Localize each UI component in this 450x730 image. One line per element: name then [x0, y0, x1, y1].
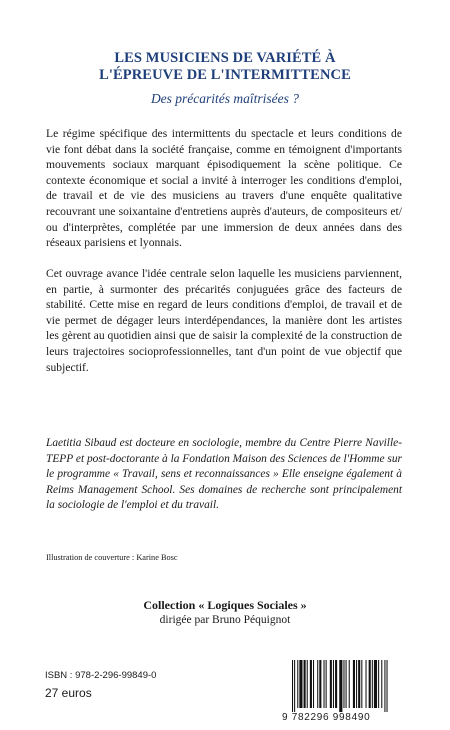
book-title-line-2: L'ÉPREUVE DE L'INTERMITTENCE [99, 67, 351, 83]
summary-paragraph-1: Le régime spécifique des intermittents du spectacle et leurs conditions de vie font débat dans la société française, comme en témoignent d'importants mouvements sociaux marquant épisodiquement la scène politique. Ce contexte économique et social a invité à interroger les conditions d'emploi, de travail et de vie des musiciens au travers d'une enquête qualitative recouvrant une soixantaine d'entretiens auprès d'auteurs, de compositeurs et/ ou d'interprètes, complétée par une immersion de deux années dans des réseaux parisiens et lyonnais. [46, 127, 402, 250]
barcode-bar [366, 660, 367, 708]
barcode-number: 9 782296 998490 [282, 712, 371, 723]
barcode-bar [343, 660, 344, 708]
barcode-bar [326, 660, 327, 708]
author-bio: Laetitia Sibaud est docteure en sociologie, membre du Centre Pierre Naville-TEPP et post-doctorante à la Fondation Maison des Sciences de l'Homme sur le programme « Travail, sens et reconnaissances » Elle enseigne également à Reims Management School. Ses domaines de recherche sont principalement la sociologie de l'emploi et du travail. [46, 437, 402, 512]
isbn: ISBN : 978-2-296-99849-0 [45, 670, 157, 681]
price: 27 euros [45, 686, 92, 700]
barcode-bar [297, 660, 298, 708]
barcode-bar [349, 660, 350, 708]
barcode-bar [324, 660, 325, 708]
book-title-line-1: LES MUSICIENS DE VARIÉTÉ À [114, 50, 336, 66]
barcode-bar [353, 660, 355, 708]
barcode-bar [313, 660, 314, 708]
barcode-bar [339, 660, 342, 712]
barcode-bar [361, 660, 362, 708]
collection-name: Collection « Logiques Sociales » [143, 598, 307, 612]
barcode-bar [374, 660, 377, 708]
barcode-bar [299, 660, 302, 708]
barcode-bar [304, 660, 306, 708]
barcode-bars [290, 660, 420, 712]
barcode [290, 660, 420, 712]
barcode-bar [330, 660, 332, 708]
barcode-bar [369, 660, 371, 708]
barcode-bar [319, 660, 321, 708]
barcode-bar [294, 660, 295, 712]
summary-paragraph-2: Cet ouvrage avance l'idée centrale selon laquelle les musiciens parviennent, en partie, à surmonter des précarités conjuguées grâce des facteurs de stabilité. Cette mise en regard de leurs conditions d'emploi, de travail et de vie permet de dégager leurs interdépendances, la manière dont les artistes les gèrent au quotidien ainsi que de saisir la complexité de la construction de leurs trajectoires socioprofessionnelles, tant d'un point de vue objectif que subjectif. [46, 267, 402, 374]
barcode-bar [307, 660, 308, 708]
barcode-bar [356, 660, 357, 708]
barcode-bar [292, 660, 293, 712]
barcode-bar [346, 660, 347, 708]
collection-director: dirigée par Bruno Péquignot [159, 614, 291, 626]
barcode-bar [387, 660, 388, 712]
barcode-bar [372, 660, 373, 708]
barcode-bar [310, 660, 312, 708]
barcode-bar [384, 660, 385, 712]
barcode-bar [335, 660, 337, 708]
barcode-bar [358, 660, 360, 708]
barcode-bar [378, 660, 379, 708]
cover-credit: Illustration de couverture : Karine Bosc [46, 553, 178, 562]
barcode-bar [381, 660, 382, 708]
barcode-bar [317, 660, 318, 708]
book-subtitle: Des précarités maîtrisées ? [150, 91, 300, 106]
barcode-bar [333, 660, 334, 708]
